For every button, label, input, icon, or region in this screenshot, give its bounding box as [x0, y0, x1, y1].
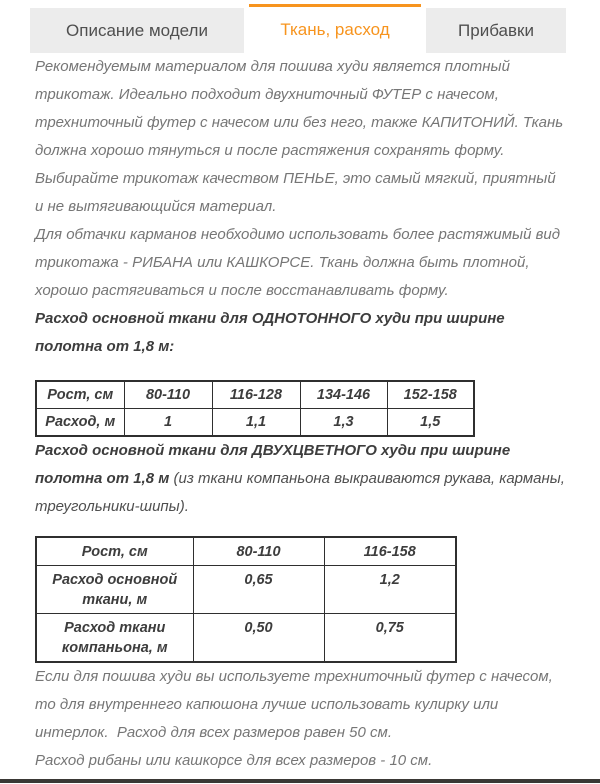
table-cell: 0,75 [324, 614, 456, 663]
heading-two-color-consumption [35, 437, 565, 521]
table-header-cell: Рост, см [36, 381, 124, 409]
table-header-cell: 80-110 [193, 537, 324, 566]
paragraph-pocket-fabric: Для обтачки карманов необходимо использовать более растяжимый вид трикотажа - РИБАНА или КАШКОРСЕ. Ткань должна быть плотной, хорошо растягиваться и после восстанавливать форму. [35, 226, 561, 299]
table-cell: 1,3 [300, 409, 387, 437]
heading-bold-part: Расход основной ткани для ДВУХЦВЕТНОГО худи при ширине полотна от 1,8 м [35, 442, 511, 487]
paragraph-recommended-material: Рекомендуемым материалом для пошива худи является плотный трикотаж. Идеально подходит двухниточный ФУТЕР с начесом, трехниточный футер с начесом или без него, также КАПИТОНИЙ. Ткань должна хорошо тянуться и после растяжения сохранять форму. Выбирайте трикотаж качеством ПЕНЬЕ, это самый мягкий, приятный и не вытягивающийся материал. [35, 58, 564, 215]
table-cell: 1,2 [324, 566, 456, 614]
tab-model-description[interactable] [30, 8, 244, 53]
table-cell: 0,65 [193, 566, 324, 614]
table-header-cell: 116-128 [212, 381, 300, 409]
table-row [36, 409, 474, 437]
table-cell: 1,1 [212, 409, 300, 437]
heading-note-part: (из ткани компаньона выкраиваются рукава, карманы, треугольники-шипы). [35, 470, 565, 515]
table-header-cell: Рост, см [36, 537, 193, 566]
table-cell: 0,50 [193, 614, 324, 663]
table-header-cell: 116-158 [324, 537, 456, 566]
table-cell: 1,5 [387, 409, 474, 437]
table-cell: Расход ткани компаньона, м [36, 614, 193, 663]
tab-panel-fabric-consumption [0, 53, 600, 775]
tab-label: Ткань, расход [280, 20, 390, 39]
two-color-consumption-table [35, 536, 457, 663]
bottom-divider-bar [0, 779, 600, 783]
table-row [36, 381, 474, 409]
table-cell: Расход, м [36, 409, 124, 437]
paragraph-ribana-consumption: Расход рибаны или кашкорсе для всех размеров - 10 см. [35, 752, 433, 769]
tab-label: Прибавки [458, 20, 534, 40]
tab-label: Описание модели [66, 20, 208, 40]
paragraph-hood-lining: Если для пошива худи вы используете трехниточный футер с начесом, то для внутреннего капюшона лучше использовать кулирку или интерлок. Расход для всех размеров равен 50 см. [35, 668, 553, 741]
table-header-cell: 152-158 [387, 381, 474, 409]
table-cell: Расход основной ткани, м [36, 566, 193, 614]
table-header-cell: 80-110 [124, 381, 212, 409]
tab-fabric-consumption[interactable] [249, 4, 421, 53]
heading-single-color-consumption: Расход основной ткани для ОДНОТОННОГО худи при ширине полотна от 1,8 м: [35, 310, 505, 355]
table-row [36, 566, 456, 614]
table-row [36, 614, 456, 663]
table-header-cell: 134-146 [300, 381, 387, 409]
single-color-consumption-table [35, 380, 475, 437]
table-cell: 1 [124, 409, 212, 437]
table-row [36, 537, 456, 566]
tab-allowances[interactable] [426, 8, 566, 53]
tab-bar [0, 0, 600, 53]
